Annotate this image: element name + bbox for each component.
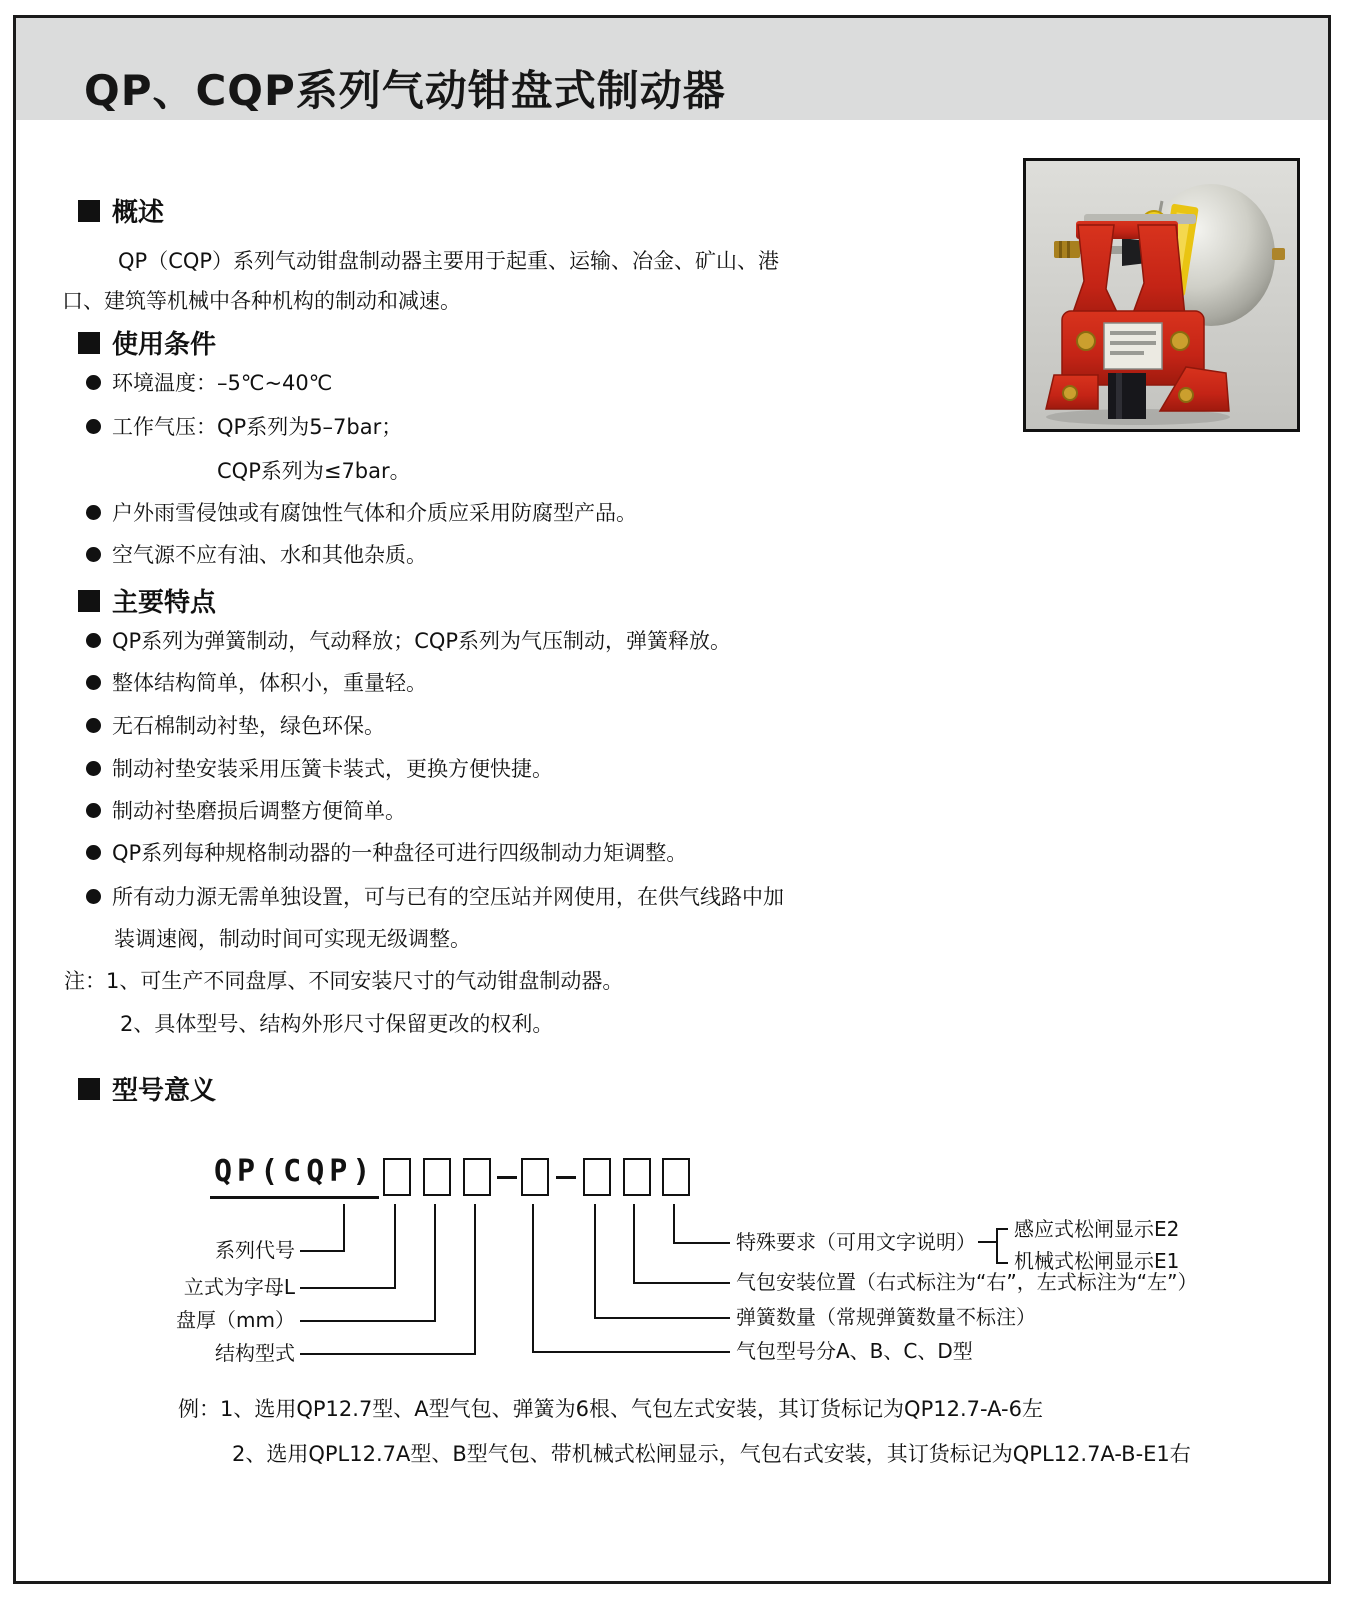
overview-line-1: QP（CQP）系列气动钳盘制动器主要用于起重、运输、冶金、矿山、港 (118, 249, 780, 273)
bolt (1063, 386, 1077, 400)
bullet-icon (86, 505, 101, 520)
feature-item: 整体结构简单，体积小，重量轻。 (86, 670, 427, 696)
model-code-prefix: QP(CQP) (210, 1154, 379, 1199)
section-marker-icon (78, 332, 100, 354)
model-code-box (623, 1158, 651, 1196)
connector-line (633, 1204, 635, 1284)
section-marker-icon (78, 200, 100, 222)
bolt (1171, 332, 1189, 350)
label-spring-count: 弹簧数量（常规弹簧数量不标注） (736, 1305, 1036, 1329)
connector-line (996, 1262, 1008, 1264)
model-code-box (383, 1158, 411, 1196)
product-photo-illustration (1026, 161, 1297, 429)
section-model-heading (78, 1070, 216, 1107)
feature-item: 无石棉制动衬垫，绿色环保。 (86, 713, 385, 739)
connector-line (996, 1228, 998, 1264)
condition-item: 环境温度：–5℃~40℃ (86, 370, 332, 396)
connector-line (343, 1204, 345, 1252)
connector-line (633, 1282, 730, 1284)
section-marker-icon (78, 1078, 100, 1100)
model-code-dash (497, 1176, 517, 1179)
label-structure-type: 结构型式 (215, 1341, 295, 1365)
label-chamber-type: 气包型号分A、B、C、D型 (736, 1339, 973, 1363)
connector-line (594, 1317, 730, 1319)
model-code-dash (556, 1176, 576, 1179)
model-code-box (423, 1158, 451, 1196)
connector-line (978, 1241, 996, 1243)
model-designation-diagram (130, 1140, 1346, 1390)
connector-line (474, 1204, 476, 1355)
section-features-heading (78, 582, 216, 619)
feature-item: 制动衬垫磨损后调整方便简单。 (86, 798, 406, 824)
connector-line (394, 1204, 396, 1289)
bullet-icon (86, 419, 101, 434)
section-heading-text: 型号意义 (112, 1076, 217, 1106)
label-disc-thickness: 盘厚（mm） (176, 1308, 295, 1332)
bolt (1077, 332, 1095, 350)
connector-line (594, 1204, 596, 1319)
section-conditions-heading (78, 324, 216, 361)
connector-line (300, 1320, 436, 1322)
section-marker-icon (78, 590, 100, 612)
bullet-icon (86, 547, 101, 562)
label-series-code: 系列代号 (215, 1238, 295, 1262)
connector-line (300, 1287, 396, 1289)
bullet-icon (86, 761, 101, 776)
model-code-box (521, 1158, 549, 1196)
label-option-e1: 机械式松闸显示E1 (1014, 1249, 1180, 1273)
overview-line-2: 口、建筑等机械中各种机构的制动和减速。 (62, 289, 461, 313)
connector-line (673, 1204, 675, 1244)
connector-line (434, 1204, 436, 1322)
bullet-icon (86, 889, 101, 904)
note-line-1: 注：1、可生产不同盘厚、不同安装尺寸的气动钳盘制动器。 (64, 969, 624, 993)
page-title: QP、CQP系列气动钳盘式制动器 (84, 66, 726, 115)
note-line-2: 2、具体型号、结构外形尺寸保留更改的权利。 (120, 1012, 554, 1036)
example-line-2: 2、选用QPL12.7A型、B型气包、带机械式松闸显示，气包右式安装，其订货标记为QPL12.7A-B-E1右 (232, 1442, 1191, 1466)
section-heading-text: 概述 (112, 198, 165, 228)
connector-line (300, 1250, 345, 1252)
section-heading-text: 主要特点 (112, 588, 217, 618)
feature-continuation: 装调速阀，制动时间可实现无级调整。 (114, 927, 471, 951)
model-code-box (583, 1158, 611, 1196)
brass-fitting (1272, 248, 1285, 260)
section-heading-text: 使用条件 (112, 330, 217, 360)
condition-item: 工作气压：QP系列为5–7bar； (86, 414, 402, 440)
connector-line (532, 1351, 730, 1353)
bolt (1179, 388, 1193, 402)
feature-item: 制动衬垫安装采用压簧卡装式，更换方便快捷。 (86, 756, 553, 782)
condition-item: 户外雨雪侵蚀或有腐蚀性气体和介质应采用防腐型产品。 (86, 500, 637, 526)
feature-item: 所有动力源无需单独设置，可与已有的空压站并网使用，在供气线路中加 (86, 884, 784, 910)
label-special-requirement: 特殊要求（可用文字说明） (736, 1230, 976, 1254)
condition-continuation: CQP系列为≤7bar。 (217, 459, 411, 483)
example-line-1: 例：1、选用QP12.7型、A型气包、弹簧为6根、气包左式安装，其订货标记为QP12.7-A-6左 (178, 1397, 1043, 1421)
connector-line (996, 1228, 1008, 1230)
section-overview-heading (78, 192, 164, 229)
label-vertical-type: 立式为字母L (183, 1275, 295, 1299)
feature-item: QP系列每种规格制动器的一种盘径可进行四级制动力矩调整。 (86, 840, 687, 866)
nameplate (1104, 323, 1162, 369)
product-photo (1023, 158, 1300, 432)
bullet-icon (86, 675, 101, 690)
bullet-icon (86, 633, 101, 648)
bullet-icon (86, 803, 101, 818)
model-code-box (463, 1158, 491, 1196)
bullet-icon (86, 845, 101, 860)
connector-line (532, 1204, 534, 1353)
model-code-box (662, 1158, 690, 1196)
connector-line (673, 1242, 730, 1244)
label-option-e2: 感应式松闸显示E2 (1014, 1217, 1180, 1241)
condition-item: 空气源不应有油、水和其他杂质。 (86, 542, 427, 568)
page-header (16, 18, 1328, 120)
connector-line (300, 1353, 476, 1355)
feature-item: QP系列为弹簧制动，气动释放；CQP系列为气压制动，弹簧释放。 (86, 628, 731, 654)
label-chamber-position: 气包安装位置（右式标注为“右”，左式标注为“左”） (736, 1270, 1198, 1294)
bullet-icon (86, 375, 101, 390)
brake-pad (1108, 373, 1146, 419)
bullet-icon (86, 718, 101, 733)
